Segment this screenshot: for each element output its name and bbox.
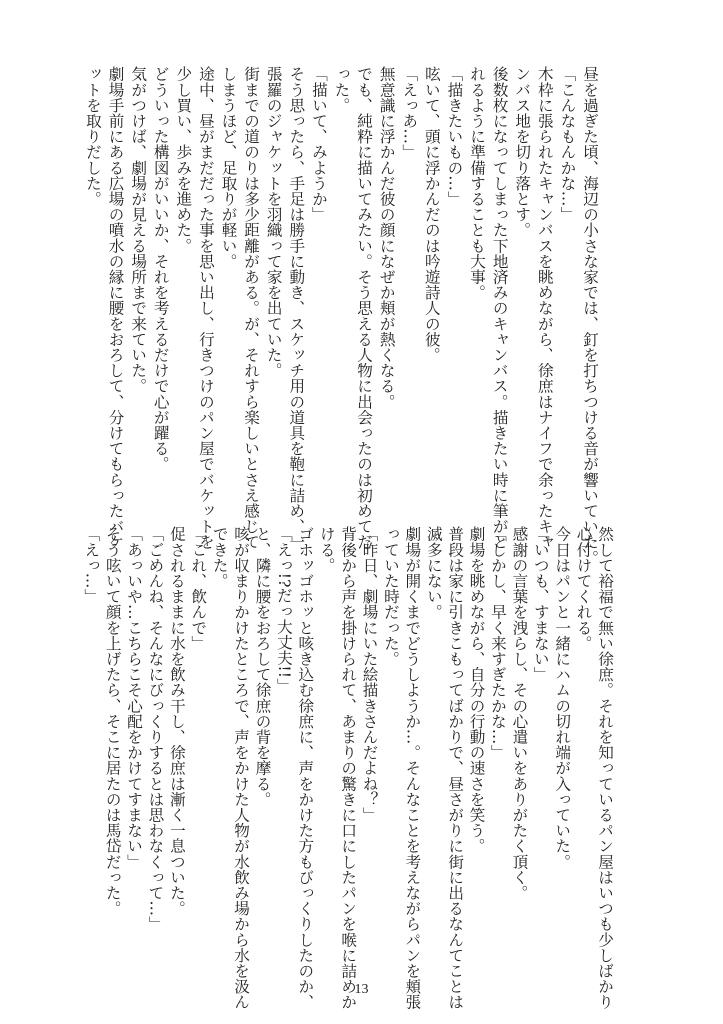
text-line: 「これ、飲んで」 bbox=[189, 526, 208, 651]
text-line: 「昨日、劇場にいた絵描きさんだよね？」 bbox=[360, 526, 379, 823]
text-line: 「えっ…」 bbox=[82, 526, 101, 604]
text-line: 少し買い、歩みを進めた。 bbox=[174, 66, 193, 254]
text-line: 劇場手前にある広場の噴水の縁に腰をおろして、分けてもらったバケ bbox=[106, 66, 125, 550]
text-line: そう呟いて顔を上げたら、そこに居たのは馬岱だった。 bbox=[103, 526, 122, 916]
text-line: 「描きたいもの…」 bbox=[445, 66, 464, 207]
text-line: 普段は家に引きこもってばかりで、昼さがりに街に出るなんてことは bbox=[446, 526, 465, 1010]
page-number: 13 bbox=[354, 982, 369, 997]
text-line: 呟いて、頭に浮かんだのは吟遊詩人の彼。 bbox=[422, 66, 441, 363]
text-line: そう思ったら、手足は勝手に動き、スケッチ用の道具を鞄に詰め、一 bbox=[287, 66, 306, 550]
text-line: 咳が収まりかけたところで、声をかけた人物が水飲み場から水を汲ん bbox=[232, 526, 251, 1010]
text-line: 後数枚になってしまった下地済みのキャンバス。描きたい時に筆がと bbox=[490, 66, 509, 550]
text-line: でも、純粋に描いてみたい。そう思える人物に出会ったのは初めてだ bbox=[355, 66, 374, 550]
text-line: 今日はパンと一緒にハムの切れ端が入っていた。 bbox=[553, 526, 572, 870]
text-line: 「ごめんね、そんなにびっくりするとは思わなくって…」 bbox=[146, 526, 165, 932]
text-line: 「しかし、早く来すぎたかな…」 bbox=[488, 526, 507, 760]
text-line: れるように準備することも大事。 bbox=[468, 66, 487, 300]
text-line: っていた時だった。 bbox=[381, 526, 400, 667]
text-line: ンバス地を切り落とす。 bbox=[513, 66, 532, 238]
text-line: 感謝の言葉を洩らし、その心遣いをありがたく頂く。 bbox=[510, 526, 529, 901]
text-line: できた。 bbox=[210, 526, 229, 589]
text-line: 気がつけば、劇場が見える場所まで来ていた。 bbox=[129, 66, 148, 394]
text-line: 劇場が開くまでどうしようか…。そんなことを考えながらパンを頬張 bbox=[403, 526, 422, 1010]
text-line: 劇場を眺めながら、自分の行動の速さを笑う。 bbox=[467, 526, 486, 854]
text-line: 街までの道のりは多少距離がある。が、それすら楽しいとさえ感じて bbox=[242, 66, 261, 550]
text-line: ける。 bbox=[317, 526, 336, 573]
text-line: と、隣に腰をおろして徐庶の背を摩る。 bbox=[253, 526, 272, 807]
text-line: 無意識に浮かんだ彼の顔になぜか頬が熱くなる。 bbox=[377, 66, 396, 410]
text-line: 昼を過ぎた頃、海辺の小さな家では、釘を打ちつける音が響いていた。 bbox=[581, 66, 599, 566]
text-line: 背後から声を掛けられて、あまりの驚きに口にしたパンを喉に詰めか bbox=[339, 526, 358, 1010]
text-line: ゴホッゴホッと咳き込む徐庶に、声をかけた方もびっくりしたのか、 bbox=[296, 526, 315, 1010]
text-line: どういった構図がいいか、それを考えるだけで心が躍る。 bbox=[151, 66, 170, 472]
text-line: 「いつも、すまない」 bbox=[531, 526, 550, 682]
text-line: 木枠に張られたキャンバスを眺めながら、徐庶はナイフで余ったキャ bbox=[535, 66, 554, 550]
text-line: 「描いて、みようか」 bbox=[309, 66, 328, 222]
text-line: 「あっいや…こちらこそ心配をかけてすまない」 bbox=[125, 526, 144, 870]
text-line: 「えっ!?だっ大丈夫!!」 bbox=[274, 526, 293, 694]
text-line: 然して裕福で無い徐庶。それを知っているパン屋はいつも少しばかり bbox=[596, 526, 614, 1010]
text-line: 促されるままに水を飲み干し、徐庶は漸く一息ついた。 bbox=[167, 526, 186, 916]
text-line: ットを取りだした。 bbox=[83, 66, 102, 207]
text-line: しまうほど、足取りが軽い。 bbox=[219, 66, 238, 269]
text-line: 心付けてくれる。 bbox=[574, 526, 593, 651]
text-line: 「こんなもんかな…」 bbox=[558, 66, 577, 222]
text-line: 滅多にない。 bbox=[424, 526, 443, 620]
text-line: 張羅のジャケットを羽織って家を出ていた。 bbox=[264, 66, 283, 378]
text-line: った。 bbox=[332, 66, 351, 113]
text-line: 途中、昼がまだだった事を思い出し、行きつけのパン屋でバケットを bbox=[196, 66, 215, 550]
text-line: 「えっあ…」 bbox=[400, 66, 419, 160]
